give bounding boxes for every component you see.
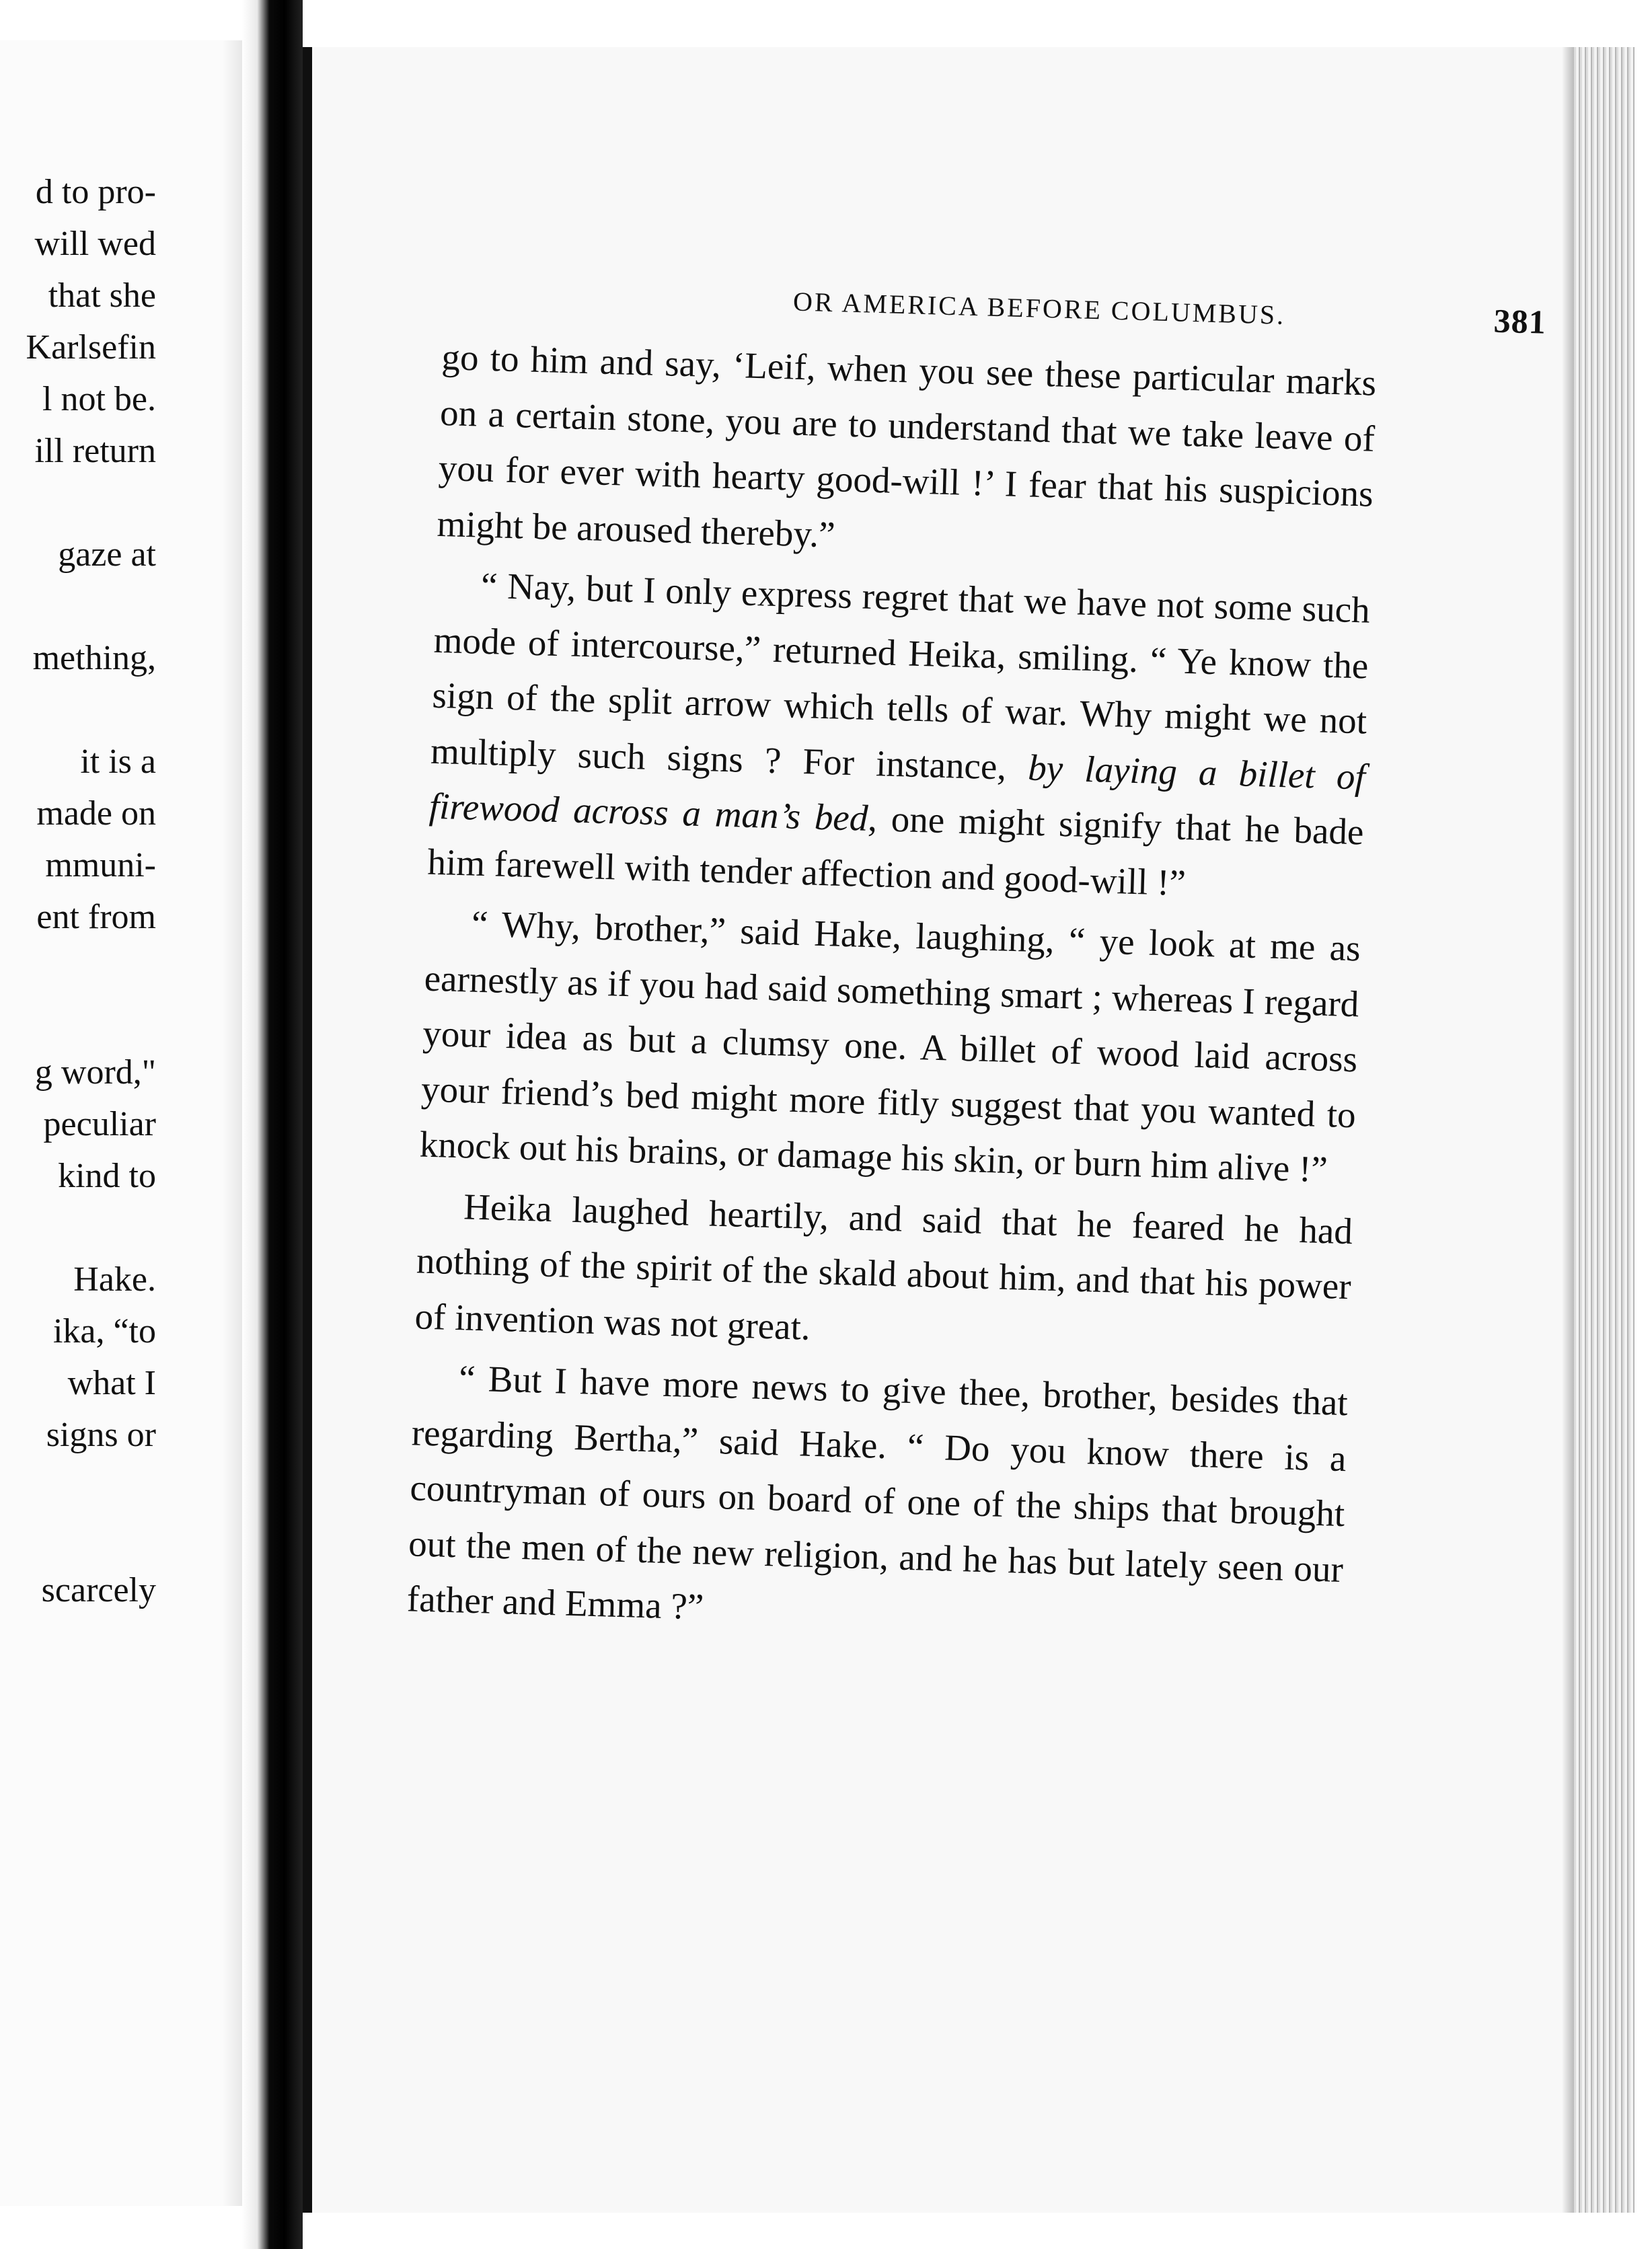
left-page-line: d to pro- (35, 173, 156, 211)
left-page-line: l not be. (42, 380, 156, 418)
book-gutter (242, 0, 303, 2249)
paragraph (427, 557, 1371, 916)
left-page-line: scarcely (41, 1571, 156, 1609)
left-page-line: g word," (34, 1053, 156, 1092)
left-page-line: ika, “to (52, 1312, 156, 1350)
left-page-line: signs or (46, 1416, 156, 1454)
paragraph-text: “ Why, brother,” said Hake, laughing, “ ye look at me as earnestly as if you had said something smart ; whereas I regard your idea as but a clumsy one. A billet of wood laid across your friend’s bed might more fitly suggest that you wanted to knock out his brains, or damage his skin, or burn him alive !” (419, 903, 1361, 1190)
left-page-line: it is a (80, 742, 156, 781)
paragraph-text: Heika laughed heartily, and said that he feared he had nothing of the spirit of the skald about him, and that his power of invention was not great. (414, 1185, 1353, 1348)
page-edge-shadow (1562, 47, 1574, 2213)
left-page-line: made on (36, 794, 156, 833)
paragraph (437, 330, 1378, 578)
left-page-line: kind to (58, 1157, 156, 1195)
left-page-line: Karlsefin (26, 328, 156, 367)
page-edges (1574, 47, 1635, 2213)
left-page-line: mething, (32, 639, 156, 677)
paragraph-text: “ Nay, but I only express regret that we have not some such mode of intercourse,” returned Heika, smiling. “ Ye know the sign of the split arrow which tells of war. Why might we not multiply such signs ? For instance, (430, 564, 1371, 788)
left-page-line: what I (67, 1364, 156, 1402)
left-page-line: that she (48, 276, 156, 315)
left-page-line: will wed (34, 225, 156, 263)
left-page-fragment (0, 40, 242, 2206)
running-head-title: OR AMERICA BEFORE COLUMBUS. (792, 286, 1286, 330)
left-page-line: peculiar (43, 1105, 156, 1143)
paragraph (414, 1178, 1353, 1370)
page-number: 381 (1493, 301, 1547, 341)
left-page-line: gaze at (58, 535, 156, 574)
left-page-line: ent from (36, 898, 156, 936)
paragraph-text: “ But I have more news to give thee, brother, besides that regarding Bertha,” said Hake. “ Do you know there is a countryman of ours on board of one of the ships that brought out the men of the new religion, and he has but lately seen our father and Emma ?” (406, 1357, 1349, 1628)
left-page-line: ill return (34, 432, 156, 470)
italic-text: by laying a billet of firewood across a man’s bed (428, 747, 1366, 839)
left-page-line: mmuni- (45, 846, 156, 884)
running-head (792, 286, 1547, 341)
right-page (303, 47, 1635, 2213)
paragraph (419, 895, 1361, 1198)
left-page-line: Hake. (73, 1260, 156, 1299)
text-block (406, 276, 1547, 1628)
left-page-edge-shadow (222, 40, 242, 2206)
body-text (406, 330, 1378, 1659)
paragraph-text: , one might signify that he bade him farewell with tender affection and good-will !” (426, 797, 1365, 903)
paragraph (406, 1349, 1349, 1652)
paragraph-text: go to him and say, ‘Leif, when you see these particular marks on a certain stone, you are to understand that we take leave of you for ever with hearty good-will !’ I fear that his suspicions might be aroused thereby.” (436, 336, 1377, 555)
